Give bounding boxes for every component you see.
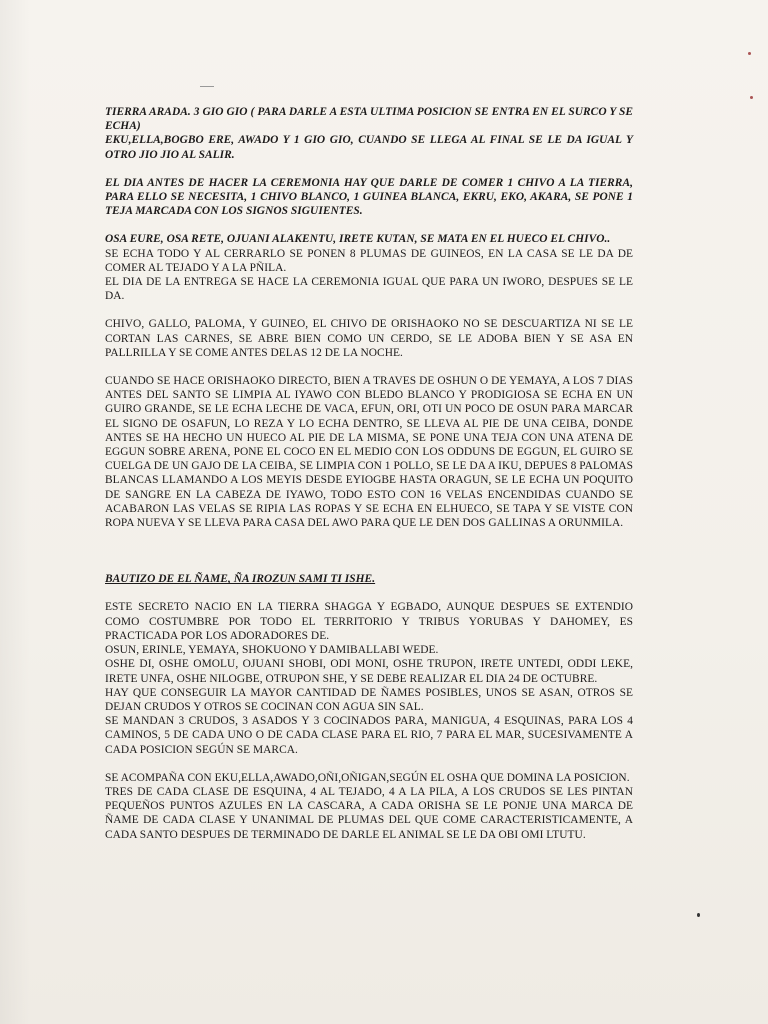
paragraph-se-mandan: SE MANDAN 3 CRUDOS, 3 ASADOS Y 3 COCINADOS PARA, MANIGUA, 4 ESQUINAS, PARA LOS 4 CAMINOS, 5 DE CADA UNO O DE CADA CLASE PARA EL RIO, 7 PARA EL MAR, SUCESIVAMENTE A CADA POSICION SEGÚN SE MARCA. — [105, 715, 633, 756]
section-heading: BAUTIZO DE EL ÑAME, ÑA IROZUN SAMI TI ISHE. — [105, 573, 376, 586]
scan-speck — [750, 96, 753, 99]
paragraph-dia-antes: EL DIA ANTES DE HACER LA CEREMONIA HAY QUE DARLE DE COMER 1 CHIVO A LA TIERRA, PARA ELLO SE NECESITA, 1 CHIVO BLANCO, 1 GUINEA BLANCA, EKRU, EKO, AKARA, SE PONE 1 TEJA MARCADA CON LOS SIGNOS SIGUIENTES. — [105, 176, 633, 218]
paragraph-hay-que: HAY QUE CONSEGUIR LA MAYOR CANTIDAD DE ÑAMES POSIBLES, UNOS SE ASAN, OTROS SE DEJAN CRUDOS Y OTROS SE COCINAN CON AGUA SIN SAL. — [105, 686, 633, 713]
paragraph-chivo-gallo: CHIVO, GALLO, PALOMA, Y GUINEO, EL CHIVO DE ORISHAOKO NO SE DESCUARTIZA NI SE LE CORTAN LAS CARNES, SE ABRE BIEN COMO UN CERDO, SE LE ADOBA BIEN Y SE ASA EN PALLRILLA Y SE COME ANTES DELAS 12 DE LA NOCHE. — [105, 318, 633, 359]
paragraph-osun-erinle: OSUN, ERINLE, YEMAYA, SHOKUONO Y DAMIBALLABI WEDE. — [105, 644, 439, 657]
paragraph-osa-eure: OSA EURE, OSA RETE, OJUANI ALAKENTU, IRETE KUTAN, SE MATA EN EL HUECO EL CHIVO.. — [105, 233, 611, 246]
paragraph-se-acompana: SE ACOMPAÑA CON EKU,ELLA,AWADO,OÑI,OÑIGAN,SEGÚN EL OSHA QUE DOMINA LA POSICION. — [105, 771, 630, 784]
paragraph-eku-ella: EKU,ELLA,BOGBO ERE, AWADO Y 1 GIO GIO, CUANDO SE LLEGA AL FINAL SE LE DA IGUAL Y OTRO JIO JIO AL SALIR. — [105, 134, 633, 161]
document-body — [105, 105, 633, 842]
paragraph-tres-de-cada: TRES DE CADA CLASE DE ESQUINA, 4 AL TEJADO, 4 A LA PILA, A LOS CRUDOS SE LES PINTAN PEQUEÑOS PUNTOS AZULES EN LA CASCARA, A CADA ORISHA SE LE PONJE UNA MARCA DE ÑAME DE CADA CLASE Y UNANIMAL DE PLUMAS DEL QUE COME CARACTERISTICAMENTE, A CADA SANTO DESPUES DE TERMINADO DE DARLE EL ANIMAL SE LE DA OBI OMI LTUTU. — [105, 785, 633, 841]
paragraph-secreto-nacio: ESTE SECRETO NACIO EN LA TIERRA SHAGGA Y EGBADO, AUNQUE DESPUES SE EXTENDIO COMO COSTUMBRE POR TODO EL TERRITORIO Y TRIBUS YORUBAS Y DAHOMEY, ES PRACTICADA POR LOS ADORADORES DE. — [105, 601, 633, 642]
scan-speck — [748, 52, 751, 55]
paragraph-dia-entrega: EL DIA DE LA ENTREGA SE HACE LA CEREMONIA IGUAL QUE PARA UN IWORO, DESPUES SE LE DA. — [105, 276, 633, 303]
paragraph-se-echa-todo: SE ECHA TODO Y AL CERRARLO SE PONEN 8 PLUMAS DE GUINEOS, EN LA CASA SE LE DA DE COMER AL TEJADO Y A LA PÑILA. — [105, 247, 633, 274]
paragraph-orishaoko-directo: CUANDO SE HACE ORISHAOKO DIRECTO, BIEN A TRAVES DE OSHUN O DE YEMAYA, A LOS 7 DIAS ANTES DEL SANTO SE LIMPIA AL IYAWO CON BLEDO BLANCO Y PRODIGIOSA SE ECHA EN UN GUIRO GRANDE, SE LE ECHA LECHE DE VACA, EFUN, ORI, OTI UN POCO DE OSUN PARA MARCAR EL SIGNO DE OSAFUN, LO REZA Y LO ECHA DENTRO, SE LLEVA AL PIE DE UNA CEIBA, DONDE ANTES SE HA HECHO UN HUECO AL PIE DE LA MISMA, SE PONE UNA TEJA CON UNA ATENA DE EGGUN SOBRE ARENA, PONE EL COCO EN EL MEDIO CON LOS ODDUNS DE EGGUN, EL GUIRO SE CUELGA DE UN GAJO DE LA CEIBA, SE LIMPIA CON 1 POLLO, SE LE DA A IKU, DEPUES 8 PALOMAS BLANCAS LLAMANDO A LOS MEYIS DESDE EYIOGBE HASTA ORAGUN, SE LE ECHA UN POQUITO DE SANGRE EN LA CABEZA DE IYAWO, TODO ESTO CON 16 VELAS ENCENDIDAS CUANDO SE ACABARON LAS VELAS SE RIPIA LAS ROPAS Y SE ECHA EN ELHUECO, SE TAPA Y SE VISTE CON ROPA NUEVA Y SE LLEVA PARA CASA DEL AWO PARA QUE LE DEN DOS GALLINAS A ORUNMILA. — [105, 375, 633, 530]
scan-speck — [697, 913, 700, 917]
scan-mark — [200, 86, 214, 87]
paragraph-oshe-di: OSHE DI, OSHE OMOLU, OJUANI SHOBI, ODI MONI, OSHE TRUPON, IRETE UNTEDI, ODDI LEKE, IRETE UNFA, OSHE NILOGBE, OTRUPON SHE, Y SE DEBE REALIZAR EL DIA 24 DE OCTUBRE. — [105, 658, 633, 685]
page-edge-shadow — [0, 0, 30, 1024]
paragraph-tierra-arada: TIERRA ARADA. 3 GIO GIO ( PARA DARLE A ESTA ULTIMA POSICION SE ENTRA EN EL SURCO Y SE ECHA) — [105, 106, 633, 133]
